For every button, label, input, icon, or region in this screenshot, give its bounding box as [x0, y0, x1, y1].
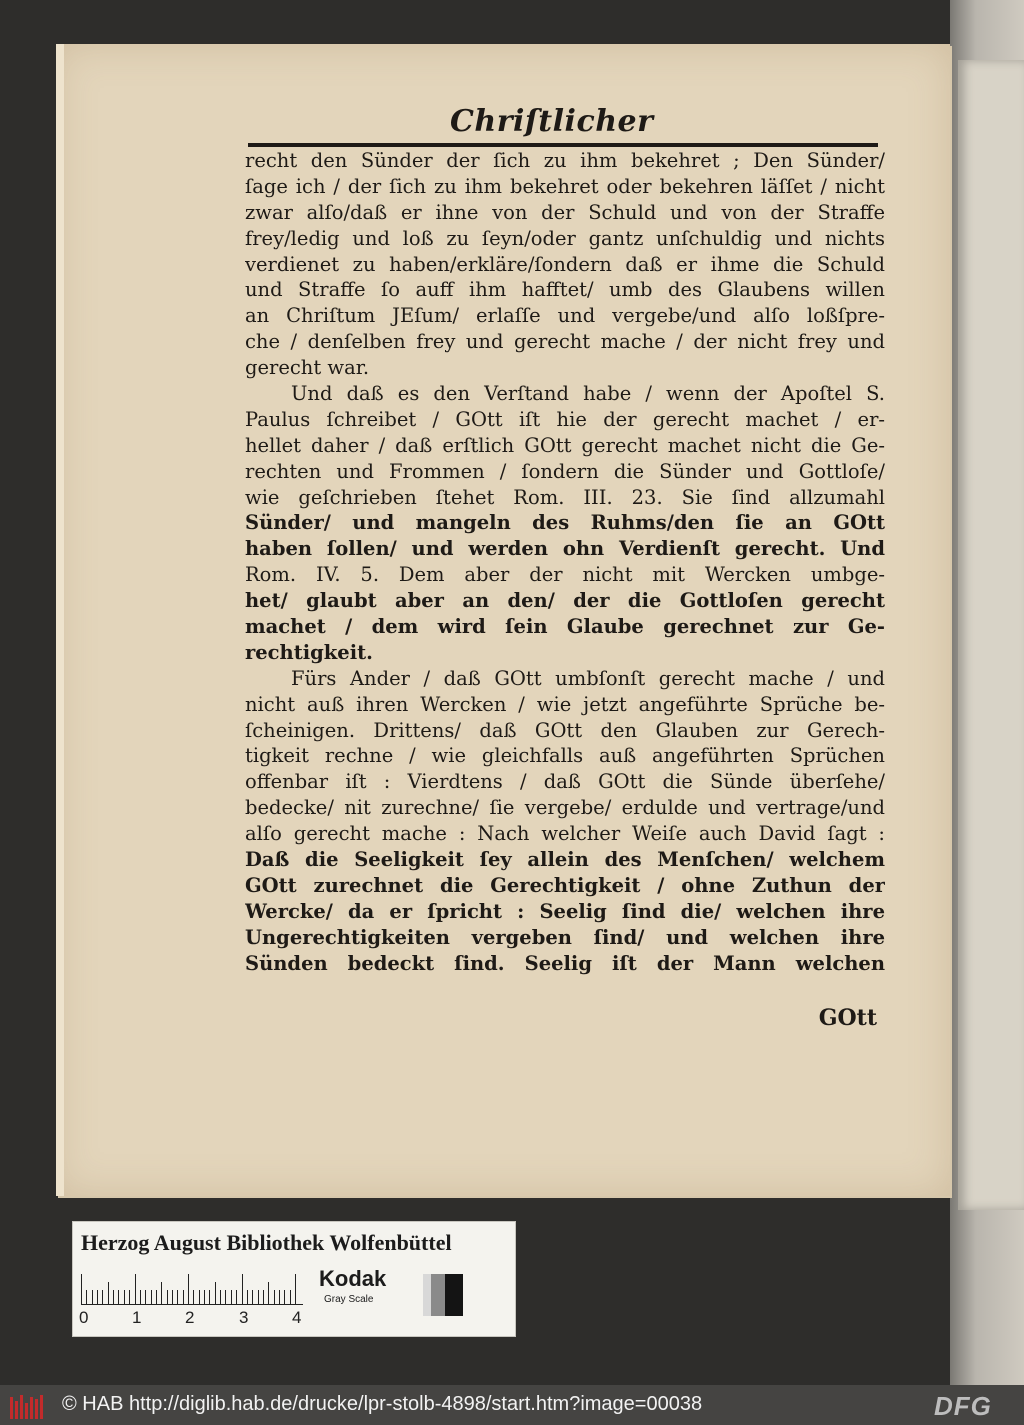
text-line: rechtigkeit. [245, 640, 373, 664]
text-line: nicht auß ihren Wercken / wie jetzt angeführte Sprüche be- [245, 692, 885, 716]
page-edge [56, 44, 64, 1196]
ruler-tick [268, 1282, 269, 1304]
ruler-tick [263, 1290, 264, 1304]
text-line: Paulus ſchreibet / GOtt iſt hie der gerecht machet / er- [245, 407, 885, 431]
ruler-tick [129, 1290, 130, 1304]
ruler-tick [209, 1290, 210, 1304]
text-line: bedecke/ nit zurechne/ ſie vergebe/ erdulde und vertrage/und [245, 796, 885, 820]
ruler-tick [177, 1290, 178, 1304]
text-line: Ungerechtigkeiten vergeben ſind/ und welchen ihre [245, 925, 885, 949]
ruler-tick [295, 1274, 296, 1304]
ruler-tick [140, 1290, 141, 1304]
text-line: und Straffe ſo auff ihm hafftet/ umb des Glaubens willen [245, 278, 885, 302]
ruler-number: 3 [239, 1308, 249, 1327]
text-line: verdienet zu haben/erkläre/ſondern daß er ihme die Schuld [245, 252, 885, 276]
text-line: Wercke/ da er ſpricht : Seelig ſind die/ welchen ihre [245, 899, 885, 923]
ruler-tick [86, 1290, 87, 1304]
text-line: Rom. IV. 5. Dem aber der nicht mit Wercken umbge- [245, 563, 885, 587]
ruler-tick [215, 1282, 216, 1304]
ruler-tick [113, 1290, 114, 1304]
ruler-tick [204, 1290, 205, 1304]
ruler [81, 1268, 303, 1305]
ruler-number: 1 [132, 1308, 142, 1327]
text-line: zwar alſo/daß er ihne von der Schuld und von der Straffe [245, 200, 885, 224]
ruler-tick [172, 1290, 173, 1304]
header-rule [248, 143, 878, 147]
ruler-number: 0 [79, 1308, 89, 1327]
gray-swatch-mid [431, 1274, 445, 1316]
ruler-tick [231, 1290, 232, 1304]
ruler-tick [236, 1290, 237, 1304]
ruler-tick [247, 1290, 248, 1304]
text-line: hellet daher / daß erſtlich GOtt gerecht machet nicht die Ge- [245, 433, 885, 457]
kodak-subtitle: Gray Scale [324, 1294, 374, 1305]
text-line: alſo gerecht mache : Nach welcher Weiſe auch David ſagt : [245, 822, 885, 846]
text-line: Daß die Seeligkeit ſey allein des Menſchen/ welchem [245, 848, 885, 872]
viewer-footer [0, 1385, 1024, 1425]
running-header: Chriſtlicher [450, 104, 654, 139]
ruler-tick [183, 1290, 184, 1304]
ruler-tick [102, 1290, 103, 1304]
text-line: che / denſelben frey und gerecht mache / der nicht frey und [245, 330, 885, 354]
ruler-tick [118, 1290, 119, 1304]
ruler-tick [188, 1274, 189, 1304]
ruler-tick [252, 1290, 253, 1304]
gray-swatch-dark [445, 1274, 463, 1316]
ruler-tick [145, 1290, 146, 1304]
text-line: tigkeit rechne / wie gleichfalls auß angeführten Sprüchen [245, 744, 885, 768]
text-line: ſcheinigen. Drittens/ daß GOtt den Glauben zur Gerech- [245, 718, 885, 742]
text-line: an Chriſtum JEſum/ erlaſſe und vergebe/und alſo loßſpre- [245, 304, 885, 328]
text-line: rechten und Frommen / ſondern die Sünder und Gottloſe/ [245, 459, 885, 483]
ruler-tick [279, 1290, 280, 1304]
hab-logo-icon [10, 1393, 44, 1419]
ruler-tick [199, 1290, 200, 1304]
text-line: wie geſchrieben ſtehet Rom. III. 23. Sie ſind allzumahl [245, 485, 885, 509]
text-line: GOtt zurechnet die Gerechtigkeit / ohne Zuthun der [245, 873, 885, 897]
ruler-tick [92, 1290, 93, 1304]
ruler-numbers [79, 1308, 319, 1330]
kodak-logo: Kodak [319, 1266, 387, 1291]
ruler-tick [284, 1290, 285, 1304]
body-text [245, 148, 885, 977]
ruler-tick [135, 1274, 136, 1304]
ruler-tick [290, 1290, 291, 1304]
library-label [72, 1221, 516, 1337]
ruler-tick [193, 1290, 194, 1304]
adjacent-page [958, 60, 1024, 1210]
text-line: offenbar iſt : Vierdtens / daß GOtt die Sünde überſehe/ [245, 770, 885, 794]
ruler-tick [242, 1274, 243, 1304]
ruler-tick [274, 1290, 275, 1304]
text-line: Fürs Ander / daß GOtt umbſonſt gerecht mache / und [291, 666, 885, 690]
ruler-tick [156, 1290, 157, 1304]
ruler-tick [258, 1290, 259, 1304]
text-line: ſage ich / der ſich zu ihm bekehret oder bekehren läſſet / nicht [245, 174, 885, 198]
text-line: het/ glaubt aber an den/ der die Gottloſen gerecht [245, 589, 885, 613]
catchword: GOtt [818, 1005, 877, 1031]
ruler-tick [124, 1290, 125, 1304]
text-line: Und daß es den Verſtand habe / wenn der Apoſtel S. [291, 382, 885, 406]
text-line: recht den Sünder der ſich zu ihm bekehret ; Den Sünder/ [245, 149, 885, 172]
text-line: machet / dem wird ſein Glaube gerechnet zur Ge- [245, 615, 885, 639]
ruler-number: 4 [292, 1308, 302, 1327]
ruler-tick [161, 1282, 162, 1304]
ruler-number: 2 [185, 1308, 195, 1327]
text-line: frey/ledig und loß zu ſeyn/oder gantz unſchuldig und nichts [245, 226, 885, 250]
text-line: Sünden bedeckt ſind. Seelig iſt der Mann welchen [245, 951, 885, 975]
text-line: Sünder/ und mangeln des Ruhms/den ſie an GOtt [245, 511, 885, 535]
library-name: Herzog August Bibliothek Wolfenbüttel [81, 1230, 452, 1255]
ruler-tick [108, 1282, 109, 1304]
ruler-tick [151, 1290, 152, 1304]
ruler-tick [81, 1274, 82, 1304]
ruler-tick [97, 1290, 98, 1304]
text-line: gerecht war. [245, 356, 370, 380]
ruler-tick [167, 1290, 168, 1304]
copyright-link[interactable]: © HAB http://diglib.hab.de/drucke/lpr-stolb-4898/start.htm?image=00038 [62, 1393, 703, 1415]
ruler-tick [220, 1290, 221, 1304]
dfg-logo: DFG [934, 1391, 992, 1421]
ruler-tick [225, 1290, 226, 1304]
text-line: haben ſollen/ und werden ohn Verdienſt gerecht. Und [245, 537, 885, 561]
